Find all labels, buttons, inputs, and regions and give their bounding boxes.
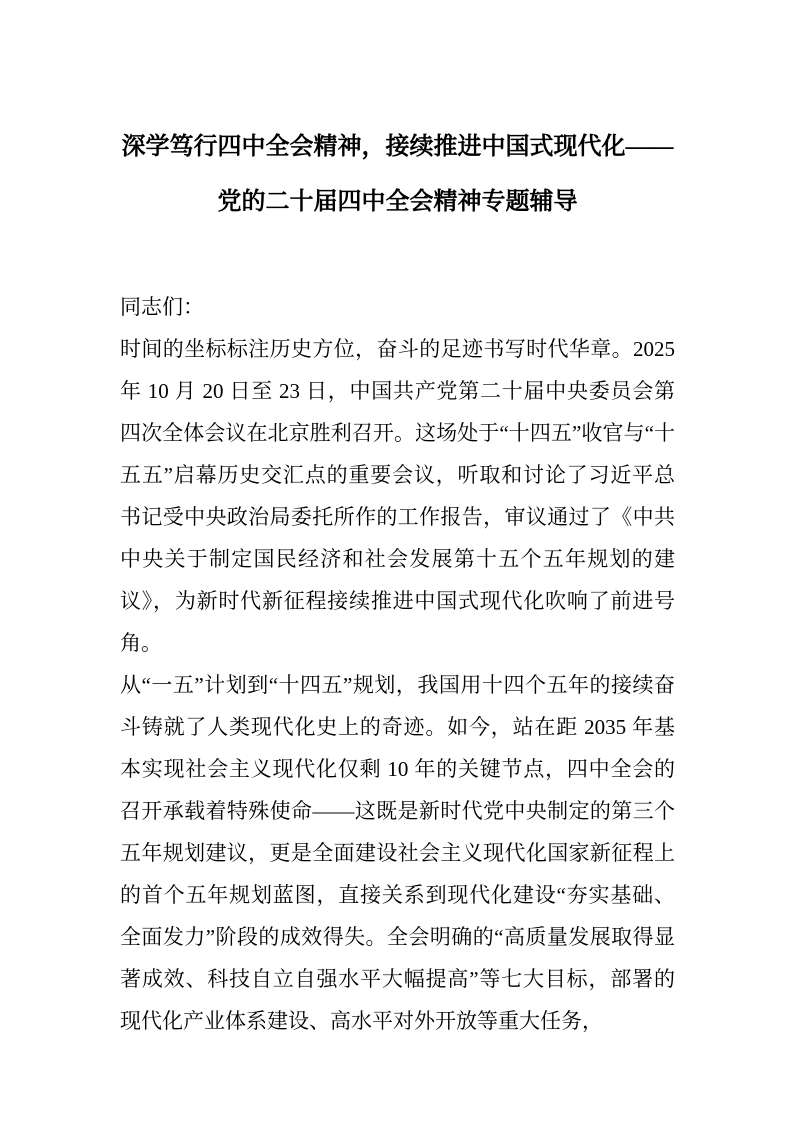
document-title-line-1: 深学笃行四中全会精神，接续推进中国式现代化—— [121,134,674,160]
document-title [120,120,675,230]
body-paragraph-2: 从“一五”计划到“十四五”规划，我国用十四个五年的接续奋斗铸就了人类现代化史上的奇迹。如今，站在距 2035 年基本实现社会主义现代化仅剩 10 年的关键节点，四中全会的召开承载着特殊使命——这既是新时代党中央制定的第三个五年规划建议，更是全面建设社会主义现代化国家新征程上的首个五年规划蓝图，直接关系到现代化建设“夯实基础、全面发力”阶段的成效得失。全会明确的“高质量发展取得显著成效、科技自立自强水平大幅提高”等七大目标，部署的现代化产业体系建设、高水平对外开放等重大任务， [120,673,675,1033]
body-paragraph-1: 时间的坐标标注历史方位，奋斗的足迹书写时代华章。2025 年 10 月 20 日至 23 日，中国共产党第二十届中央委员会第四次全体会议在北京胜利召开。这场处于“十四五”收官与“十五五”启幕历史交汇点的重要会议，听取和讨论了习近平总书记受中央政治局委托所作的工作报告，审议通过了《中共中央关于制定国民经济和社会发展第十五个五年规划的建议》，为新时代新征程接续推进中国式现代化吹响了前进号角。 [120,337,675,655]
document-title-line-2: 党的二十届四中全会精神专题辅导 [217,189,578,215]
body-paragraph-salutation: 同志们： [120,295,204,319]
document-body [120,286,675,1042]
